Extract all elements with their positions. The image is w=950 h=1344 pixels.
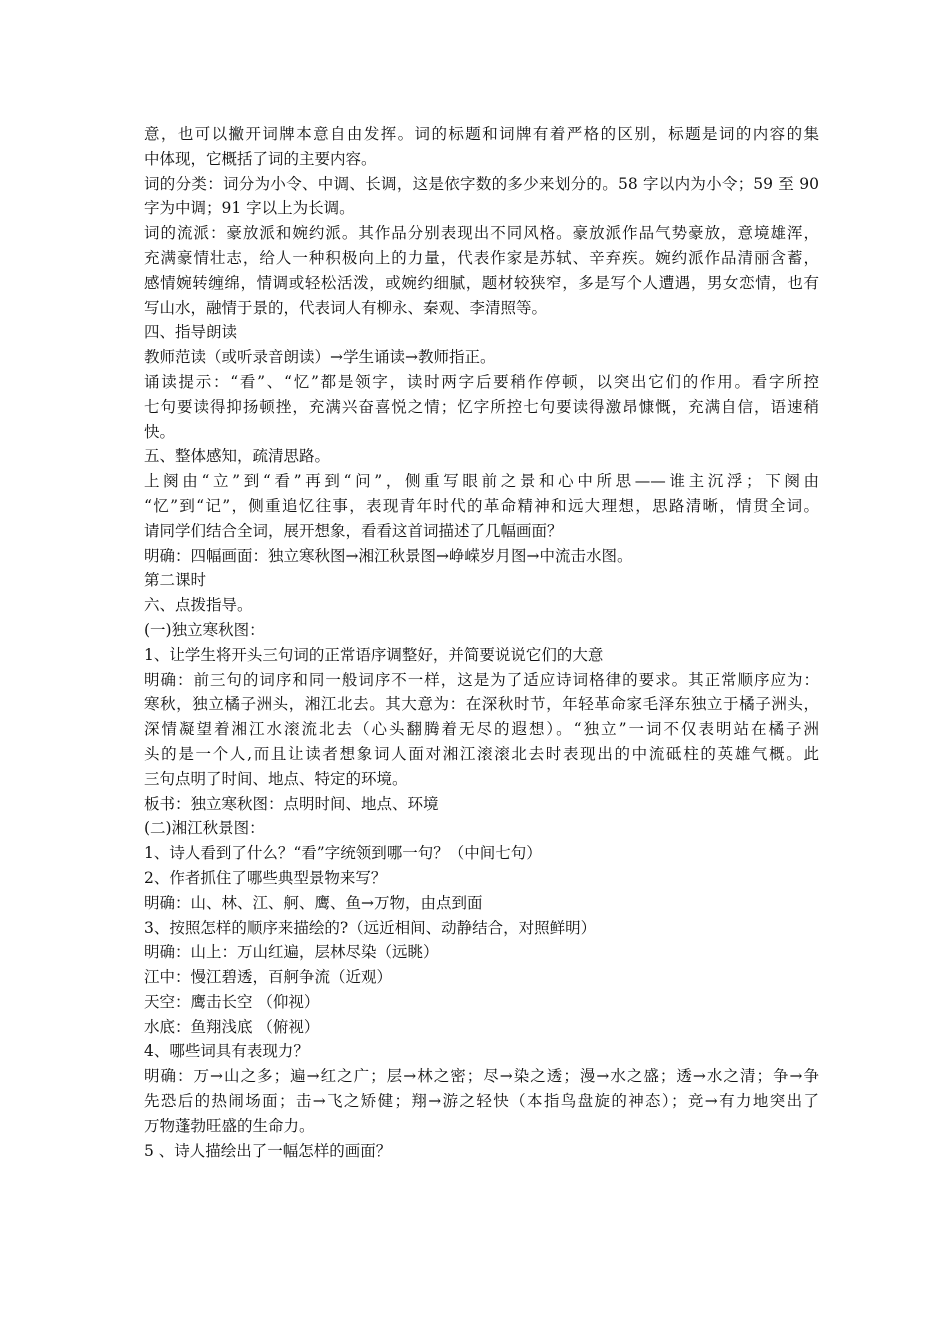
subsection-heading: (二)湘江秋景图： bbox=[144, 819, 265, 838]
text-line: 水底：鱼翔浅底 （俯视） bbox=[144, 1017, 320, 1036]
subsection-heading: (一)独立寒秋图： bbox=[144, 620, 265, 639]
text-line: 快。 bbox=[144, 422, 176, 441]
section-heading: 五、整体感知，疏清思路。 bbox=[144, 447, 331, 466]
text-line: 写山水，融情于景的，代表词人有柳永、秦观、李清照等。 bbox=[144, 298, 548, 317]
text-line: 三句点明了时间、地点、特定的环境。 bbox=[144, 769, 408, 788]
text-line: 深情凝望着湘江水滚流北去（心头翻腾着无尽的遐想）。“独立”一词不仅表明站在橘子洲 bbox=[144, 720, 819, 739]
text-line: 明确：万→山之多；遍→红之广；层→林之密；尽→染之透；漫→水之盛；透→水之清；争→争 bbox=[144, 1067, 819, 1086]
text-line: 先恐后的热闹场面；击→飞之矫健；翔→游之轻快（本指鸟盘旋的神态）；竞→有力地突出了 bbox=[144, 1092, 819, 1111]
text-line: 明确：四幅画面：独立寒秋图→湘江秋景图→峥嵘岁月图→中流击水图。 bbox=[144, 546, 633, 565]
text-line: 意，也可以撇开词牌本意自由发挥。词的标题和词牌有着严格的区别，标题是词的内容的集 bbox=[144, 125, 819, 143]
text-line: 头的是一个人,而且让读者想象词人面对湘江滚滚北去时表现出的中流砥柱的英雄气概。此 bbox=[144, 744, 819, 763]
text-line: 请同学们结合全词，展开想象，看看这首词描述了几幅画面？ bbox=[144, 521, 563, 540]
document-page bbox=[144, 122, 819, 1163]
text-line: 江中：慢江碧透，百舸争流（近观） bbox=[144, 968, 393, 987]
text-line: “忆”到“记”，侧重追忆往事，表现青年时代的革命精神和远大理想，思路清晰，情贯全词。 bbox=[144, 496, 819, 515]
text-line: 2、作者抓住了哪些典型景物来写？ bbox=[144, 868, 387, 887]
text-line: 板书：独立寒秋图：点明时间、地点、环境 bbox=[144, 794, 439, 813]
text-line: 明确：前三句的词序和同一般词序不一样，这是为了适应诗词格律的要求。其正常顺序应为： bbox=[144, 670, 819, 689]
section-heading: 四、指导朗读 bbox=[144, 323, 238, 342]
text-line: 中体现，它概括了词的主要内容。 bbox=[144, 149, 377, 168]
text-line: 4、哪些词具有表现力？ bbox=[144, 1042, 309, 1061]
text-line: 感情婉转缠绵，情调或轻松活泼，或婉约细腻，题材较狭窄，多是写个人遭遇，男女恋情，也有 bbox=[144, 273, 819, 292]
text-line: 七句要读得抑扬顿挫，充满兴奋喜悦之情；忆字所控七句要读得激昂慷慨，充满自信，语速稍 bbox=[144, 397, 819, 416]
text-line: 明确：山上：万山红遍，层林尽染（远眺） bbox=[144, 943, 439, 962]
text-line: 明确：山、林、江、舸、鹰、鱼→万物，由点到面 bbox=[144, 893, 483, 912]
text-line: 词的流派：豪放派和婉约派。其作品分别表现出不同风格。豪放派作品气势豪放，意境雄浑， bbox=[144, 224, 819, 243]
text-line: 充满豪情壮志，给人一种积极向上的力量，代表作家是苏轼、辛弃疾。婉约派作品清丽含蓄， bbox=[144, 248, 819, 267]
text-line: 诵读提示：“看”、“忆”都是领字，读时两字后要稍作停顿，以突出它们的作用。看字所控 bbox=[144, 372, 819, 391]
text-line: 1、让学生将开头三句词的正常语序调整好，并简要说说它们的大意 bbox=[144, 645, 604, 664]
section-heading: 六、点拨指导。 bbox=[144, 596, 253, 615]
text-line: 词的分类：词分为小令、中调、长调，这是依字数的多少来划分的。58 字以内为小令；59 至 90 bbox=[144, 174, 819, 193]
text-line: 教师范读（或听录音朗读）→学生诵读→教师指正。 bbox=[144, 348, 496, 367]
text-line: 上阕由“立”到“看”再到“问”，侧重写眼前之景和心中所思——谁主沉浮；下阕由 bbox=[144, 472, 819, 491]
text-line: 天空：鹰击长空 （仰视） bbox=[144, 992, 320, 1011]
text-line: 寒秋，独立橘子洲头，湘江北去。其大意为：在深秋时节，年轻革命家毛泽东独立于橘子洲头， bbox=[144, 695, 819, 714]
text-line: 1、诗人看到了什么？“看”字统领到哪一句？（中间七句） bbox=[144, 844, 542, 863]
text-line: 3、按照怎样的顺序来描绘的?（远近相间、动静结合，对照鲜明） bbox=[144, 918, 597, 937]
text-line: 5 、诗人描绘出了一幅怎样的画面？ bbox=[144, 1141, 392, 1160]
text-line: 字为中调；91 字以上为长调。 bbox=[144, 199, 355, 218]
text-line: 万物蓬勃旺盛的生命力。 bbox=[144, 1116, 315, 1135]
section-heading: 第二课时 bbox=[144, 571, 207, 590]
